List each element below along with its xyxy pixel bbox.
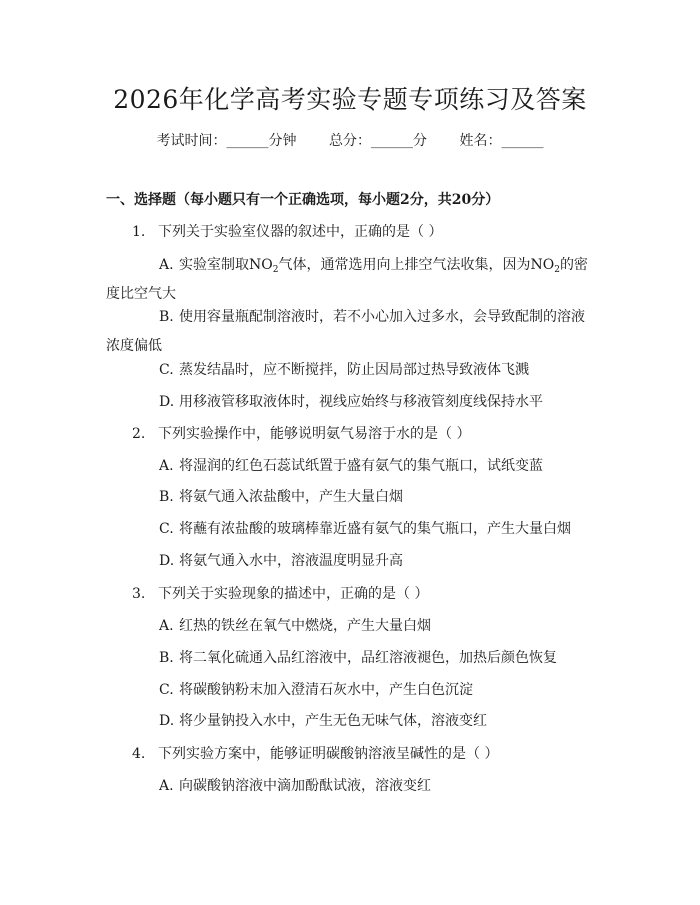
option-label: C. <box>159 362 174 378</box>
option-label: B. <box>159 309 174 325</box>
option-label: B. <box>159 489 174 505</box>
question-3-option-a <box>159 616 599 636</box>
option-label: D. <box>159 394 175 410</box>
question-3-option-b <box>159 648 599 668</box>
option-label: A. <box>159 257 174 273</box>
student-name-field: 姓名：______ <box>459 133 544 149</box>
question-2-option-c <box>159 519 599 539</box>
option-label: D. <box>159 553 175 569</box>
option-text: 实验室制取NO <box>179 257 273 273</box>
question-4-option-a <box>159 776 599 796</box>
option-text: 蒸发结晶时，应不断搅拌，防止因局部过热导致液体飞溅 <box>179 362 529 378</box>
question-4 <box>132 744 498 764</box>
question-1-option-d <box>159 392 599 412</box>
question-2-option-d <box>159 551 599 571</box>
option-label: B. <box>159 650 174 666</box>
option-label: A. <box>159 458 174 474</box>
option-label: A. <box>159 778 174 794</box>
option-text: 的密度比空气大 <box>106 257 588 302</box>
question-number: 2. <box>132 426 146 442</box>
option-text: 将湿润的红色石蕊试纸置于盛有氨气的集气瓶口，试纸变蓝 <box>179 458 543 474</box>
question-number: 4. <box>132 746 146 762</box>
option-text: 红热的铁丝在氧气中燃烧，产生大量白烟 <box>179 618 431 634</box>
option-text: 向碳酸钠溶液中滴加酚酞试液，溶液变红 <box>179 778 431 794</box>
page-title: 2026年化学高考实验专题专项练习及答案 <box>113 85 587 114</box>
subscript: 2 <box>272 265 279 275</box>
option-text: 将碳酸钠粉末加入澄清石灰水中，产生白色沉淀 <box>179 682 473 698</box>
option-text: 使用容量瓶配制溶液时，若不小心加入过多水，会导致配制的溶液浓度偏低 <box>106 309 585 354</box>
question-3-option-c <box>159 680 599 700</box>
option-label: A. <box>159 618 174 634</box>
question-stem: 下列实验操作中，能够说明氨气易溶于水的是（ ） <box>158 426 471 442</box>
option-label: C. <box>159 682 174 698</box>
subscript: 2 <box>554 265 560 275</box>
question-1-option-b <box>106 303 598 361</box>
option-text: 将氨气通入水中，溶液温度明显升高 <box>179 553 403 569</box>
option-text: 将二氧化硫通入品红溶液中，品红溶液褪色，加热后颜色恢复 <box>179 650 557 666</box>
option-label: D. <box>159 713 175 729</box>
option-text: 将少量钠投入水中，产生无色无味气体，溶液变红 <box>179 713 487 729</box>
question-stem: 下列关于实验室仪器的叙述中，正确的是（ ） <box>158 224 443 240</box>
question-2 <box>132 424 470 444</box>
exam-time-field: 考试时间：______分钟 <box>156 133 297 149</box>
option-text: 将蘸有浓盐酸的玻璃棒靠近盛有氨气的集气瓶口，产生大量白烟 <box>179 521 571 537</box>
exam-meta <box>0 131 700 151</box>
option-label: C. <box>159 521 174 537</box>
section-heading: 一、选择题（每小题只有一个正确选项，每小题2分，共20分） <box>106 192 500 208</box>
question-stem: 下列关于实验现象的描述中，正确的是（ ） <box>158 586 429 602</box>
option-text: 将氨气通入浓盐酸中，产生大量白烟 <box>179 489 403 505</box>
question-1 <box>132 222 442 242</box>
question-stem: 下列实验方案中，能够证明碳酸钠溶液呈碱性的是（ ） <box>158 746 499 762</box>
question-1-option-a <box>106 251 598 309</box>
total-score-field: 总分：______分 <box>329 133 427 149</box>
question-number: 1. <box>132 224 146 240</box>
question-3-option-d <box>159 711 599 731</box>
question-2-option-b <box>159 487 599 507</box>
question-3 <box>132 584 428 604</box>
option-text: 用移液管移取液体时，视线应始终与移液管刻度线保持水平 <box>179 394 543 410</box>
question-1-option-c <box>159 360 599 380</box>
question-number: 3. <box>132 586 146 602</box>
question-2-option-a <box>159 456 599 476</box>
option-text: 气体，通常选用向上排空气法收集，因为NO <box>278 257 555 273</box>
